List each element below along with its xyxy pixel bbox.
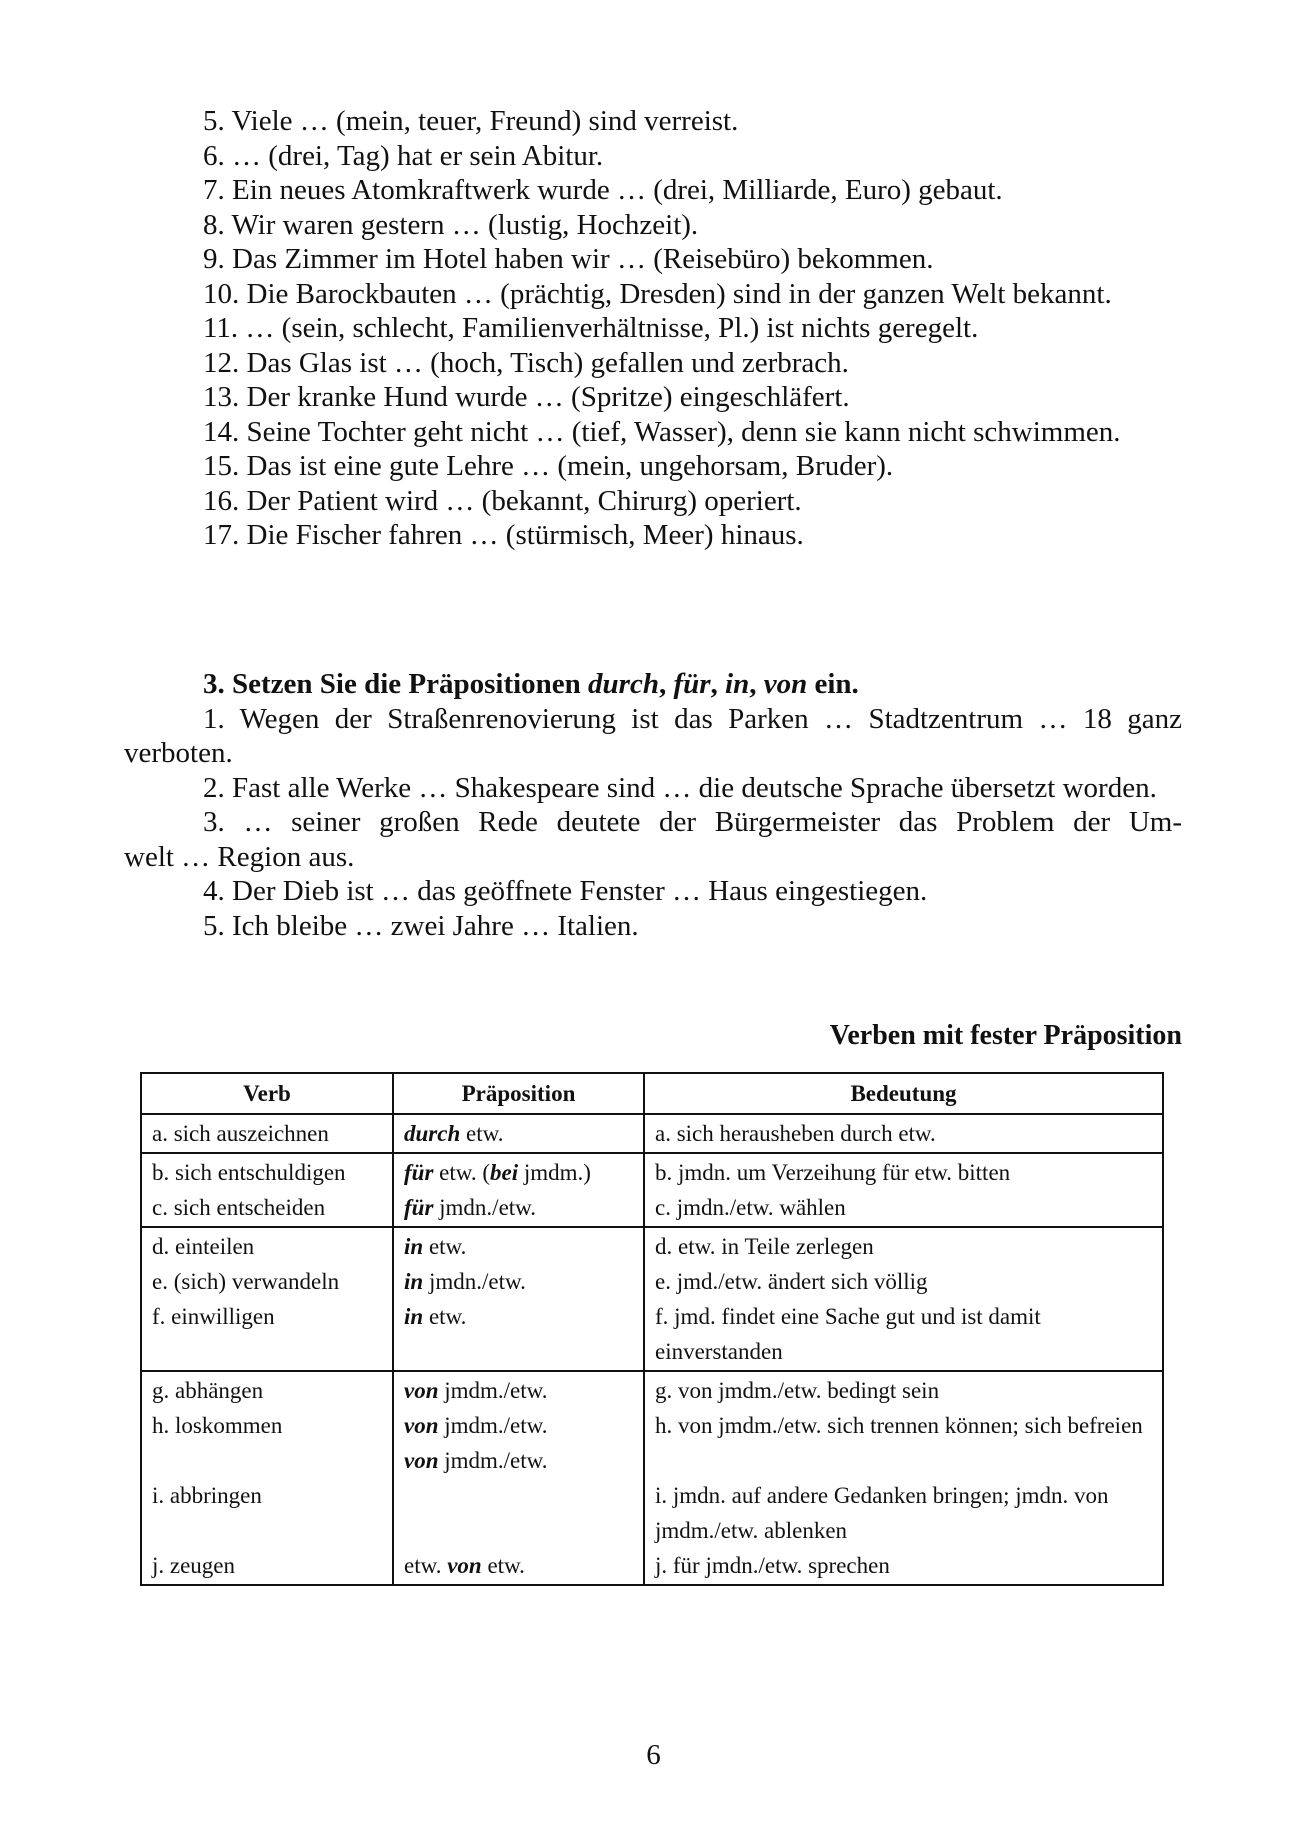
verb: i. abbringen [152, 1483, 262, 1508]
meaning-cell [644, 1153, 1163, 1227]
preposition [404, 1373, 633, 1408]
preposition-cell [393, 1114, 644, 1153]
preposition [404, 1408, 633, 1443]
exercise-3-item-1-line-1: 1. Wegen der Straßenrenovierung ist das Parken … Stadtzentrum … 18 ganz [203, 703, 1182, 735]
exercise-2-item: 10. Die Barockbauten … (prächtig, Dresden) sind in der ganzen Welt bekannt. [203, 278, 1112, 310]
table-title: Verben mit fester Präposition [829, 1020, 1182, 1051]
preposition-object: etw. [460, 1121, 504, 1146]
heading-prep: in [725, 668, 750, 700]
column-header-meaning: Bedeutung [644, 1073, 1163, 1114]
preposition [404, 1229, 633, 1264]
preposition-word: von [404, 1413, 439, 1438]
preposition-word: in [404, 1269, 424, 1294]
exercise-2-item: 13. Der kranke Hund wurde … (Spritze) eingeschläfert. [203, 381, 850, 413]
preposition-object: etw. [481, 1553, 525, 1578]
verb-cell [141, 1371, 393, 1585]
exercise-3-item-1-line-2: verboten. [124, 737, 233, 769]
meaning: g. von jmdm./etw. bedingt sein [655, 1378, 940, 1403]
exercise-3-item-2: 2. Fast alle Werke … Shakespeare sind … die deutsche Sprache übersetzt worden. [203, 772, 1157, 804]
exercise-2-item: 17. Die Fischer fahren … (stürmisch, Meer) hinaus. [203, 519, 804, 551]
exercise-2-item: 16. Der Patient wird … (bekannt, Chirurg) operiert. [203, 485, 802, 517]
preposition-word: für [404, 1160, 434, 1185]
exercise-2-item: 12. Das Glas ist … (hoch, Tisch) gefallen und zerbrach. [203, 347, 849, 379]
preposition-object: etw. ( [433, 1160, 491, 1185]
meaning-cell [644, 1114, 1163, 1153]
verb: d. einteilen [152, 1234, 255, 1259]
meaning: f. jmd. findet eine Sache gut und ist damit einverstanden [655, 1304, 1041, 1364]
exercise-2-item: 8. Wir waren gestern … (lustig, Hochzeit). [203, 209, 699, 241]
exercise-2-item: 6. … (drei, Tag) hat er sein Abitur. [203, 140, 604, 172]
exercise-2-item: 14. Seine Tochter geht nicht … (tief, Wasser), denn sie kann nicht schwimmen. [203, 416, 1121, 448]
column-header-verb: Verb [141, 1073, 393, 1114]
preposition [404, 1264, 633, 1299]
preposition [404, 1155, 633, 1190]
verbs-table [140, 1072, 1164, 1586]
verb: a. sich auszeichnen [152, 1121, 329, 1146]
table-header-row [141, 1073, 1163, 1114]
meaning: d. etw. in Teile zerlegen [655, 1234, 874, 1259]
verb: e. (sich) verwandeln [152, 1269, 340, 1294]
verb-cell [141, 1153, 393, 1227]
heading-prep: für [673, 668, 711, 700]
column-header-preposition: Präposition [393, 1073, 644, 1114]
exercise-3-heading: 3. Setzen Sie die Präpositionen durch, für, in, von ein. [203, 668, 859, 700]
preposition-word: durch [404, 1121, 461, 1146]
heading-prefix: 3. Setzen Sie die Präpositionen [203, 668, 589, 700]
preposition-cell [393, 1153, 644, 1227]
meaning: j. für jmdn./etw. sprechen [655, 1553, 890, 1578]
preposition-object: jmdm.) [518, 1160, 591, 1185]
preposition [404, 1190, 633, 1225]
preposition-object: jmdm./etw. [438, 1378, 548, 1403]
preposition [404, 1548, 633, 1583]
preposition-word: in [404, 1234, 424, 1259]
preposition-word: in [404, 1304, 424, 1329]
meaning: b. jmdn. um Verzeihung für etw. bitten [655, 1160, 1011, 1185]
meaning-cell [644, 1371, 1163, 1585]
preposition-object: etw. [404, 1553, 448, 1578]
table-row [141, 1371, 1163, 1585]
preposition-word: für [404, 1195, 434, 1220]
exercise-3-item-5: 5. Ich bleibe … zwei Jahre … Italien. [203, 910, 639, 942]
preposition [404, 1443, 633, 1478]
preposition-word: bei [490, 1160, 519, 1185]
verb: g. abhängen [152, 1378, 264, 1403]
exercise-2-item: 9. Das Zimmer im Hotel haben wir … (Reisebüro) bekommen. [203, 243, 934, 275]
table-row [141, 1227, 1163, 1371]
exercise-2-item: 5. Viele … (mein, teuer, Freund) sind verreist. [203, 105, 739, 137]
meaning: i. jmdn. auf andere Gedanken bringen; jmdn. von jmdm./etw. ablenken [655, 1483, 1109, 1543]
verb-cell [141, 1227, 393, 1371]
empty-line [152, 1513, 382, 1548]
empty-line [404, 1513, 633, 1548]
exercise-2-item: 7. Ein neues Atomkraftwerk wurde … (drei, Milliarde, Euro) gebaut. [203, 174, 1003, 206]
preposition [404, 1299, 633, 1334]
preposition-word: von [404, 1448, 439, 1473]
preposition-word: von [404, 1378, 439, 1403]
table-row [141, 1114, 1163, 1153]
exercise-2-item: 11. … (sein, schlecht, Familienverhältnisse, Pl.) ist nichts geregelt. [203, 312, 979, 344]
verb: h. loskommen [152, 1413, 283, 1438]
table-row [141, 1153, 1163, 1227]
meaning: h. von jmdm./etw. sich trennen können; sich befreien [655, 1413, 1143, 1438]
preposition-object: etw. [423, 1234, 467, 1259]
preposition-object: jmdm./etw. [438, 1448, 548, 1473]
preposition-object: jmdm./etw. [438, 1413, 548, 1438]
exercise-2-item: 15. Das ist eine gute Lehre … (mein, ungehorsam, Bruder). [203, 450, 894, 482]
empty-line [152, 1443, 382, 1478]
preposition [404, 1116, 633, 1151]
page-number: 6 [646, 1739, 661, 1771]
preposition-object: jmdn./etw. [423, 1269, 526, 1294]
preposition-cell [393, 1371, 644, 1585]
preposition-cell [393, 1227, 644, 1371]
verb: b. sich entschuldigen [152, 1160, 346, 1185]
heading-prep: durch [588, 668, 659, 700]
verb: j. zeugen [152, 1553, 236, 1578]
exercise-3-item-4: 4. Der Dieb ist … das geöffnete Fenster … Haus eingestiegen. [203, 875, 928, 907]
heading-prep: von [763, 668, 808, 700]
meaning: a. sich herausheben durch etw. [655, 1121, 936, 1146]
meaning: e. jmd./etw. ändert sich völlig [655, 1269, 928, 1294]
heading-suffix: ein. [807, 668, 859, 700]
verb-cell [141, 1114, 393, 1153]
verb: c. sich entscheiden [152, 1195, 326, 1220]
preposition-word: von [447, 1553, 482, 1578]
empty-line [404, 1478, 633, 1513]
meaning: c. jmdn./etw. wählen [655, 1195, 846, 1220]
preposition-object: jmdn./etw. [433, 1195, 537, 1220]
preposition-object: etw. [423, 1304, 467, 1329]
exercise-3-item-3-line-1: 3. … seiner großen Rede deutete der Bürgermeister das Problem der Um- [203, 806, 1182, 838]
meaning-cell [644, 1227, 1163, 1371]
verb: f. einwilligen [152, 1304, 275, 1329]
exercise-3-item-3-line-2: welt … Region aus. [124, 841, 355, 873]
